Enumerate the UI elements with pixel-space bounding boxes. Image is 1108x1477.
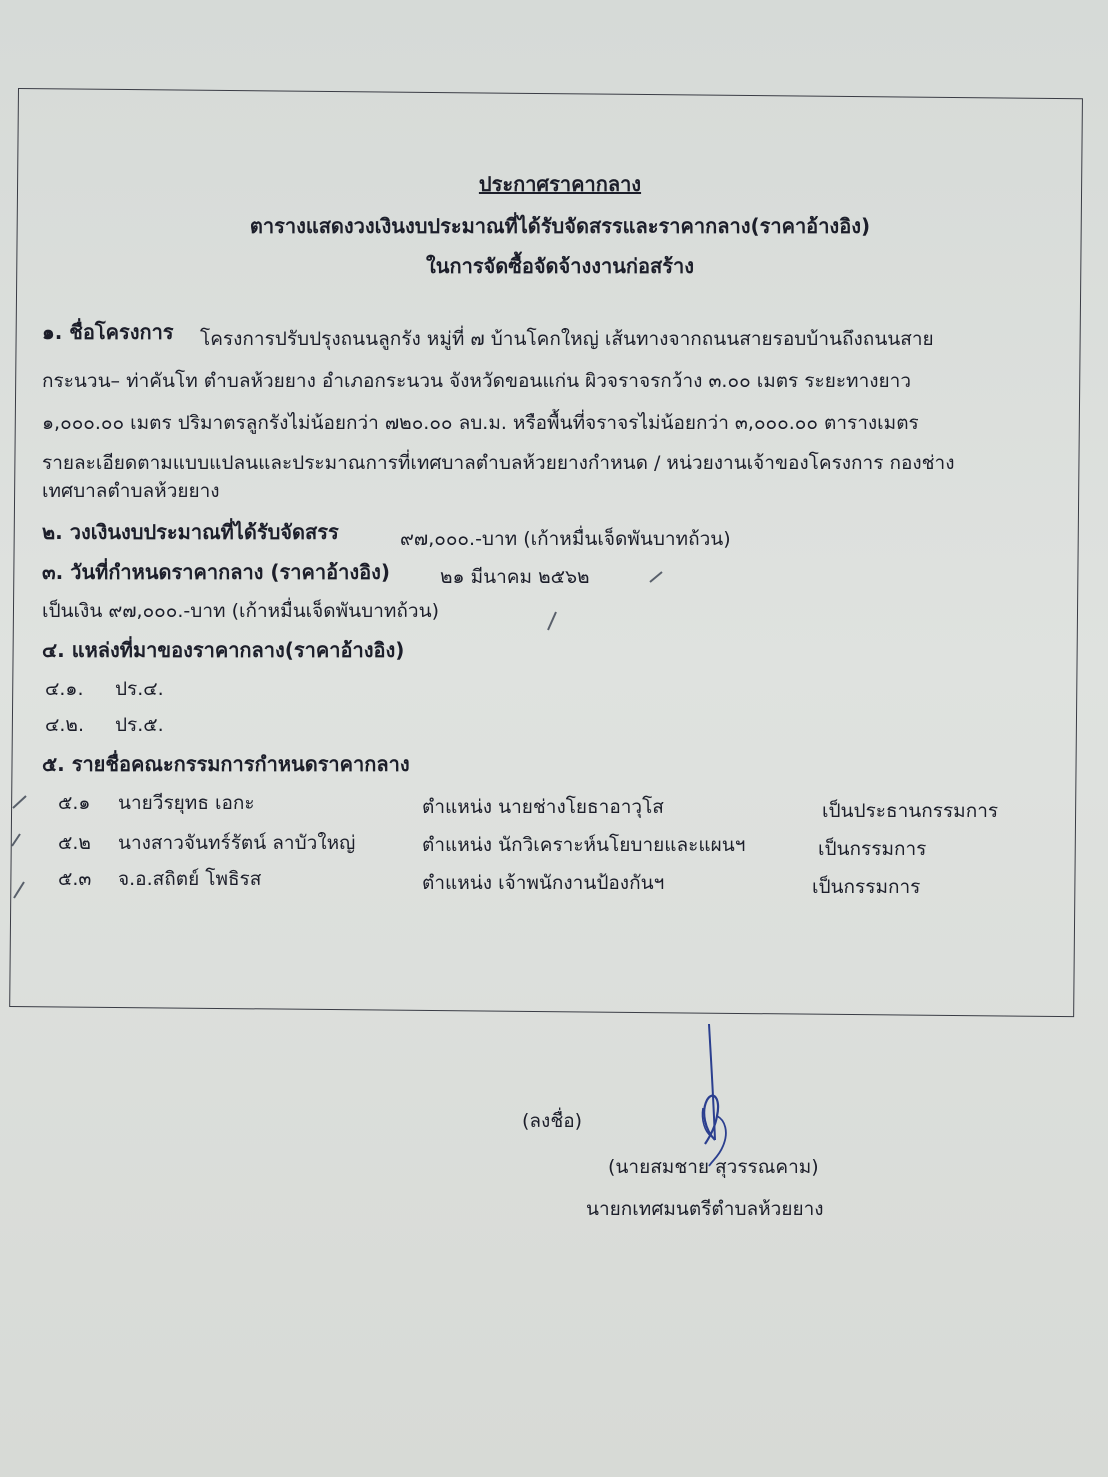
document-subtitle-2: ในการจัดซื้อจัดจ้างงานก่อสร้าง	[426, 254, 694, 278]
pen-check-marks	[540, 560, 680, 640]
item1-line: เทศบาลตำบลห้วยยาง	[42, 480, 220, 502]
document-title: ประกาศราคากลาง	[478, 172, 642, 196]
item1-line: รายละเอียดตามแบบแปลนและประมาณการที่เทศบาลตำบลห้วยยางกำหนด / หน่วยงานเจ้าของโครงการ กองช่าง	[42, 452, 955, 474]
reference-date: ๒๑ มีนาคม ๒๕๖๒	[440, 566, 590, 588]
pen-tick-marks	[8, 790, 32, 910]
item1-heading: ๑. ชื่อโครงการ	[42, 320, 174, 344]
member-position: ตำแหน่ง นักวิเคราะห์นโยบายและแผนฯ	[422, 834, 746, 856]
member-name: นายวีรยุทธ เอกะ	[118, 792, 255, 814]
signer-position: นายกเทศมนตรีตำบลห้วยยาง	[586, 1198, 824, 1220]
document-subtitle: ตารางแสดงวงเงินงบประมาณที่ได้รับจัดสรรและราคากลาง(ราคาอ้างอิง)	[249, 214, 871, 238]
item1-line: กระนวน– ท่าคันโท ตำบลห้วยยาง อำเภอกระนวน จังหวัดขอนแก่น ผิวจราจรกว้าง ๓.๐๐ เมตร ระยะทางยาว	[42, 370, 911, 392]
item5-heading: ๕. รายชื่อคณะกรรมการกำหนดราคากลาง	[42, 752, 410, 776]
source-number: ๔.๒.	[45, 714, 84, 736]
member-position: ตำแหน่ง เจ้าพนักงานป้องกันฯ	[422, 872, 665, 894]
member-name: นางสาวจันทร์รัตน์ ลาบัวใหญ่	[118, 832, 356, 854]
member-number: ๕.๒	[58, 832, 91, 854]
item2-heading: ๒. วงเงินงบประมาณที่ได้รับจัดสรร	[42, 520, 339, 544]
signer-name: (นายสมชาย สุวรรณคาม)	[608, 1156, 819, 1178]
item4-heading: ๔. แหล่งที่มาของราคากลาง(ราคาอ้างอิง)	[42, 638, 405, 662]
member-role: เป็นประธานกรรมการ	[822, 800, 999, 822]
reference-amount: เป็นเงิน ๙๗,๐๐๐.-บาท (เก้าหมื่นเจ็ดพันบาทถ้วน)	[42, 600, 439, 622]
member-number: ๕.๑	[58, 792, 91, 814]
sign-label: (ลงชื่อ)	[522, 1110, 583, 1132]
member-number: ๕.๓	[58, 868, 92, 890]
member-role: เป็นกรรมการ	[812, 876, 921, 898]
source-text: ปร.๕.	[115, 714, 164, 736]
member-position: ตำแหน่ง นายช่างโยธาอาวุโส	[422, 796, 664, 818]
source-text: ปร.๔.	[115, 678, 164, 700]
item3-heading: ๓. วันที่กำหนดราคากลาง (ราคาอ้างอิง)	[42, 560, 391, 584]
item1-line: ๑,๐๐๐.๐๐ เมตร ปริมาตรลูกรังไม่น้อยกว่า ๗๒๐.๐๐ ลบ.ม. หรือพื้นที่จราจรไม่น้อยกว่า ๓,๐๐๐.๐๐ ตารางเมตร	[42, 412, 919, 434]
handwritten-signature	[675, 1020, 755, 1170]
source-number: ๔.๑.	[45, 678, 84, 700]
member-name: จ.อ.สถิตย์ โพธิรส	[118, 868, 262, 890]
item1-line: โครงการปรับปรุงถนนลูกรัง หมู่ที่ ๗ บ้านโคกใหญ่ เส้นทางจากถนนสายรอบบ้านถึงถนนสาย	[200, 328, 934, 350]
member-role: เป็นกรรมการ	[818, 838, 927, 860]
budget-value: ๙๗,๐๐๐.-บาท (เก้าหมื่นเจ็ดพันบาทถ้วน)	[400, 528, 731, 550]
